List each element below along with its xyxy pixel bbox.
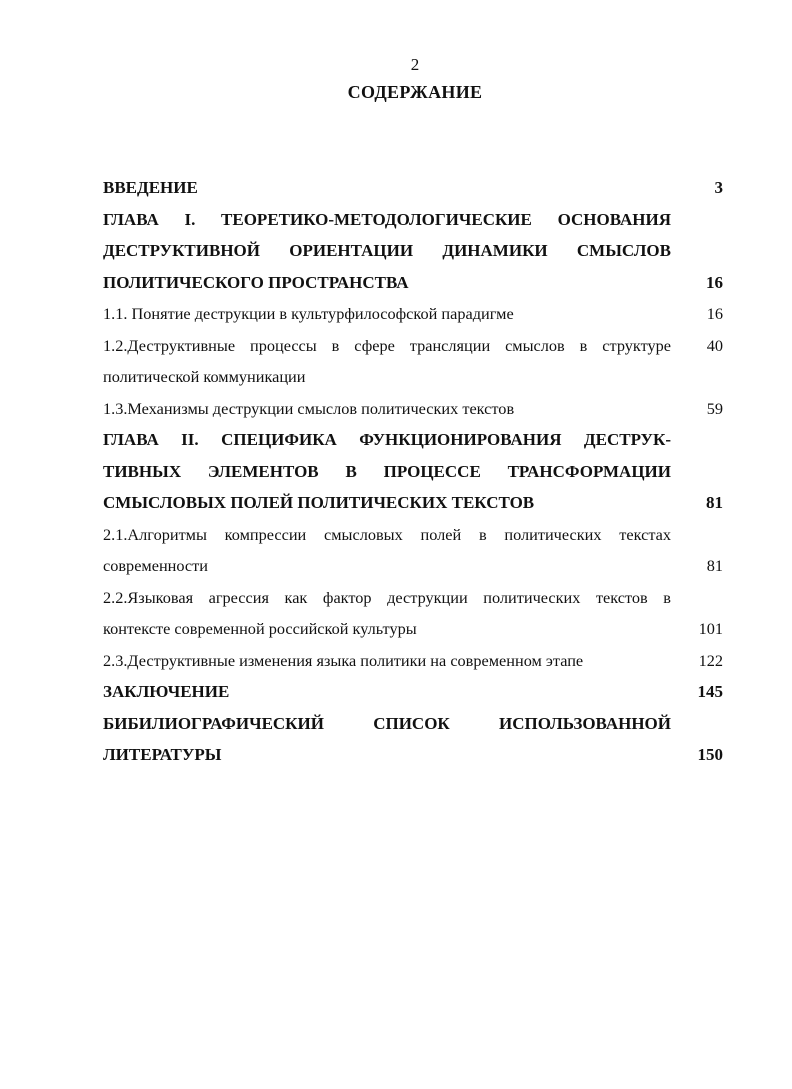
toc-entry-page: 40 — [706, 335, 723, 355]
toc-entry-text: 2.2.Языковая агрессия как фактор деструкции политических текстов в — [103, 587, 671, 607]
table-of-contents — [103, 172, 723, 771]
toc-entry-page: 81 — [706, 493, 723, 512]
page-number: 2 — [410, 55, 420, 74]
toc-entry-text: ГЛАВА II. СПЕЦИФИКА ФУНКЦИОНИРОВАНИЯ ДЕСТРУК- — [103, 430, 671, 449]
toc-entry-text: контексте современной российской культуры — [103, 619, 417, 638]
toc-entry-conclusion — [103, 676, 723, 708]
toc-entry-text: 1.1. Понятие деструкции в культурфилософской парадигме — [103, 304, 514, 323]
toc-entry-text: 2.1.Алгоритмы компрессии смысловых полей в политических текстах — [103, 524, 671, 544]
toc-entry-page: 122 — [698, 650, 723, 670]
toc-entry-section-2-3 — [103, 645, 723, 677]
toc-entry-page: 101 — [698, 619, 723, 638]
toc-entry-page: 145 — [697, 682, 723, 701]
toc-entry-text: ЛИТЕРАТУРЫ — [103, 745, 222, 764]
toc-entry-chapter-2 — [103, 424, 723, 456]
toc-entry-text: БИБИЛИОГРАФИЧЕСКИЙ СПИСОК ИСПОЛЬЗОВАННОЙ — [103, 713, 671, 733]
toc-entry-section-1-1 — [103, 298, 723, 330]
toc-entry-text: 2.3.Деструктивные изменения языка политики на современном этапе — [103, 650, 584, 670]
toc-entry-section-1-3 — [103, 393, 723, 425]
toc-entry-page: 150 — [697, 745, 723, 764]
toc-entry-bibliography — [103, 708, 723, 740]
toc-entry-text: современности — [103, 556, 208, 575]
toc-entry-text: ГЛАВА I. ТЕОРЕТИКО-МЕТОДОЛОГИЧЕСКИЕ ОСНОВАНИЯ — [103, 209, 671, 229]
toc-entry-text: 1.3.Механизмы деструкции смыслов политических текстов — [103, 398, 515, 418]
toc-entry-page: 81 — [706, 556, 723, 575]
toc-entry-page: 16 — [706, 272, 723, 292]
toc-entry-text: ПОЛИТИЧЕСКОГО ПРОСТРАНСТВА — [103, 272, 409, 292]
toc-entry-text: ТИВНЫХ ЭЛЕМЕНТОВ В ПРОЦЕССЕ ТРАНСФОРМАЦИИ — [103, 461, 671, 481]
toc-entry-section-1-2 — [103, 330, 723, 362]
toc-entry-chapter-1 — [103, 204, 723, 236]
toc-entry-text: политической коммуникации — [103, 367, 306, 386]
toc-entry-intro — [103, 172, 723, 204]
toc-entry-text: ЗАКЛЮЧЕНИЕ — [103, 682, 230, 701]
toc-entry-text: СМЫСЛОВЫХ ПОЛЕЙ ПОЛИТИЧЕСКИХ ТЕКСТОВ — [103, 493, 535, 512]
toc-entry-page: 3 — [714, 178, 723, 197]
toc-entry-page: 16 — [706, 304, 723, 323]
toc-entry-page: 59 — [706, 398, 723, 418]
toc-entry-section-2-2 — [103, 582, 723, 614]
toc-entry-section-2-1 — [103, 519, 723, 551]
toc-entry-text: 1.2.Деструктивные процессы в сфере трансляции смыслов в структуре — [103, 335, 671, 355]
toc-entry-text: ВВЕДЕНИЕ — [103, 178, 198, 197]
page-title: СОДЕРЖАНИЕ — [347, 82, 483, 102]
toc-entry-text: ДЕСТРУКТИВНОЙ ОРИЕНТАЦИИ ДИНАМИКИ СМЫСЛОВ — [103, 241, 671, 260]
